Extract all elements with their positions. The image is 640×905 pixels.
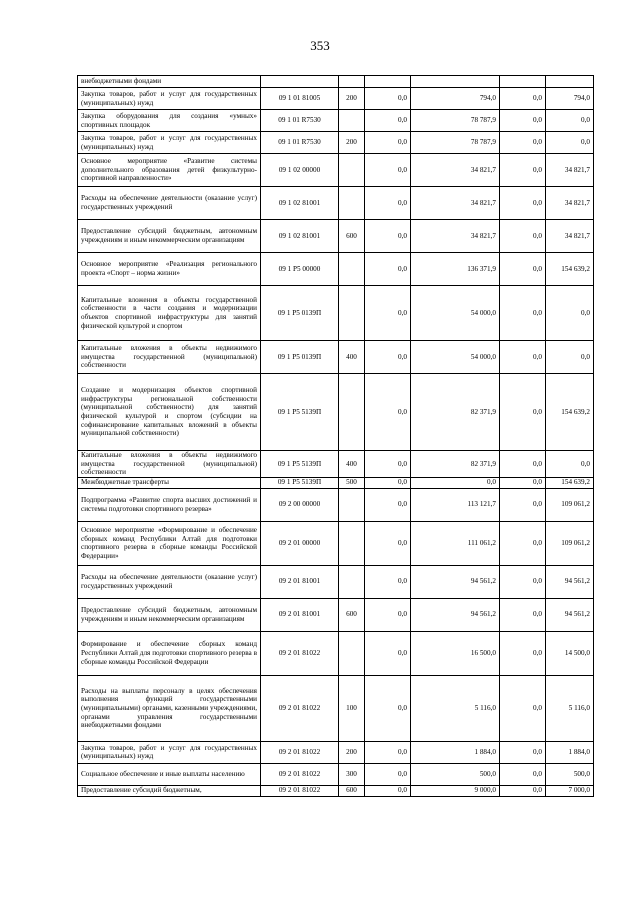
row-name: Предоставление субсидий бюджетным, автономным учреждениям и иным некоммерческим организациям (78, 220, 261, 253)
table-row (78, 220, 594, 253)
row-name: Основное мероприятие «Реализация регионального проекта «Спорт – норма жизни» (78, 253, 261, 286)
row-code: 09 1 P5 0139П (261, 341, 339, 374)
row-name: Расходы на выплаты персоналу в целях обеспечения выполнения функций государственными (муниципальными) органами, казенными учреждениями, органами управления государственными внебюджетными фондами (78, 675, 261, 741)
row-value-2: 78 787,9 (411, 132, 500, 154)
row-value-1: 0,0 (365, 451, 411, 478)
row-code: 09 1 P5 5139П (261, 451, 339, 478)
row-value-3: 0,0 (500, 154, 546, 187)
table-row (78, 286, 594, 341)
row-expense-type: 600 (339, 598, 365, 631)
row-value-1 (365, 76, 411, 88)
row-name: Расходы на обеспечение деятельности (оказание услуг) государственных учреждений (78, 187, 261, 220)
table-row (78, 341, 594, 374)
row-value-1: 0,0 (365, 253, 411, 286)
row-value-4: 109 061,2 (546, 488, 594, 521)
row-name: Основное мероприятие «Развитие системы дополнительного образования детей физкультурно-спортивной направленности» (78, 154, 261, 187)
row-value-2: 9 000,0 (411, 785, 500, 796)
row-value-1: 0,0 (365, 675, 411, 741)
row-code: 09 1 02 81001 (261, 187, 339, 220)
row-value-1: 0,0 (365, 88, 411, 110)
page-number: 353 (310, 38, 330, 53)
row-name: Закупка товаров, работ и услуг для государственных (муниципальных) нужд (78, 132, 261, 154)
row-expense-type: 200 (339, 88, 365, 110)
row-expense-type (339, 488, 365, 521)
row-expense-type: 500 (339, 477, 365, 488)
row-value-4: 0,0 (546, 286, 594, 341)
row-value-2: 0,0 (411, 477, 500, 488)
row-code: 09 2 01 81022 (261, 675, 339, 741)
row-value-3: 0,0 (500, 631, 546, 675)
row-value-3: 0,0 (500, 741, 546, 763)
row-expense-type (339, 154, 365, 187)
row-value-3: 0,0 (500, 187, 546, 220)
row-value-2: 34 821,7 (411, 187, 500, 220)
row-value-4: 154 639,2 (546, 374, 594, 451)
row-value-3: 0,0 (500, 675, 546, 741)
row-value-4: 0,0 (546, 341, 594, 374)
row-value-4: 34 821,7 (546, 187, 594, 220)
row-value-1: 0,0 (365, 521, 411, 565)
row-value-2: 500,0 (411, 763, 500, 785)
row-expense-type: 400 (339, 451, 365, 478)
row-expense-type: 600 (339, 785, 365, 796)
row-value-1: 0,0 (365, 110, 411, 132)
row-value-4 (546, 76, 594, 88)
row-code: 09 2 01 81022 (261, 741, 339, 763)
row-value-3 (500, 76, 546, 88)
row-value-3: 0,0 (500, 220, 546, 253)
row-code: 09 2 00 00000 (261, 488, 339, 521)
row-value-2: 54 000,0 (411, 341, 500, 374)
row-value-1: 0,0 (365, 154, 411, 187)
row-value-4: 7 000,0 (546, 785, 594, 796)
table-row (78, 374, 594, 451)
row-value-3: 0,0 (500, 785, 546, 796)
row-code: 09 1 P5 00000 (261, 253, 339, 286)
row-value-3: 0,0 (500, 451, 546, 478)
row-value-3: 0,0 (500, 763, 546, 785)
row-value-4: 1 884,0 (546, 741, 594, 763)
row-value-2: 1 884,0 (411, 741, 500, 763)
table-row (78, 488, 594, 521)
row-name: Закупка оборудования для создания «умных» спортивных площадок (78, 110, 261, 132)
table-row (78, 675, 594, 741)
row-value-2: 113 121,7 (411, 488, 500, 521)
row-value-2: 82 371,9 (411, 374, 500, 451)
row-name: Межбюджетные трансферты (78, 477, 261, 488)
row-value-2: 5 116,0 (411, 675, 500, 741)
row-value-1: 0,0 (365, 374, 411, 451)
table-row (78, 154, 594, 187)
row-value-4: 0,0 (546, 110, 594, 132)
row-expense-type (339, 374, 365, 451)
row-value-4: 94 561,2 (546, 565, 594, 598)
row-code: 09 1 P5 5139П (261, 374, 339, 451)
row-expense-type (339, 187, 365, 220)
table-row (78, 253, 594, 286)
row-code: 09 2 01 00000 (261, 521, 339, 565)
row-value-4: 794,0 (546, 88, 594, 110)
row-value-4: 0,0 (546, 451, 594, 478)
row-code: 09 2 01 81022 (261, 763, 339, 785)
row-name: Закупка товаров, работ и услуг для государственных (муниципальных) нужд (78, 741, 261, 763)
table-row (78, 565, 594, 598)
row-value-2: 54 000,0 (411, 286, 500, 341)
row-name: Капитальные вложения в объекты недвижимого имущества государственной (муниципальной) собственности (78, 341, 261, 374)
row-value-3: 0,0 (500, 521, 546, 565)
row-code: 09 2 01 81022 (261, 785, 339, 796)
row-value-2: 82 371,9 (411, 451, 500, 478)
table-row (78, 110, 594, 132)
table-row (78, 88, 594, 110)
row-value-1: 0,0 (365, 565, 411, 598)
row-expense-type: 600 (339, 220, 365, 253)
budget-table (77, 75, 594, 797)
row-expense-type (339, 110, 365, 132)
row-value-3: 0,0 (500, 110, 546, 132)
row-code: 09 2 01 81001 (261, 565, 339, 598)
table-row (78, 763, 594, 785)
row-expense-type (339, 286, 365, 341)
row-value-3: 0,0 (500, 286, 546, 341)
row-value-2: 794,0 (411, 88, 500, 110)
row-name: Расходы на обеспечение деятельности (оказание услуг) государственных учреждений (78, 565, 261, 598)
row-name: Основное мероприятие «Формирование и обеспечение сборных команд Республики Алтай для подготовки спортивного резерва в сборные команды Российской Федерации» (78, 521, 261, 565)
row-value-1: 0,0 (365, 132, 411, 154)
row-expense-type (339, 253, 365, 286)
row-value-2: 16 500,0 (411, 631, 500, 675)
row-value-3: 0,0 (500, 88, 546, 110)
table-row (78, 785, 594, 796)
row-name: Капитальные вложения в объекты государственной собственности в части создания и модернизации объектов спортивной инфраструктуры для занятий физической культурой и спортом (78, 286, 261, 341)
row-name: Капитальные вложения в объекты недвижимого имущества государственной (муниципальной) собственности (78, 451, 261, 478)
row-value-4: 34 821,7 (546, 154, 594, 187)
row-expense-type: 200 (339, 741, 365, 763)
table-row (78, 598, 594, 631)
row-value-3: 0,0 (500, 598, 546, 631)
table-row (78, 477, 594, 488)
row-value-2: 78 787,9 (411, 110, 500, 132)
row-value-3: 0,0 (500, 374, 546, 451)
row-value-4: 34 821,7 (546, 220, 594, 253)
row-value-3: 0,0 (500, 488, 546, 521)
row-expense-type: 300 (339, 763, 365, 785)
table-row (78, 451, 594, 478)
row-value-1: 0,0 (365, 187, 411, 220)
row-value-1: 0,0 (365, 631, 411, 675)
row-expense-type (339, 565, 365, 598)
row-value-1: 0,0 (365, 488, 411, 521)
row-value-4: 109 061,2 (546, 521, 594, 565)
row-value-1: 0,0 (365, 763, 411, 785)
row-expense-type: 100 (339, 675, 365, 741)
row-expense-type: 400 (339, 341, 365, 374)
row-name: Создание и модернизация объектов спортивной инфраструктуры региональной собственности (муниципальной собственности) для занятий физической культурой и спортом (субсидии на софинансирование капитальных вложений в объекты муниципальной собственности) (78, 374, 261, 451)
row-value-3: 0,0 (500, 341, 546, 374)
row-value-4: 94 561,2 (546, 598, 594, 631)
table-row (78, 521, 594, 565)
row-value-4: 14 500,0 (546, 631, 594, 675)
row-value-4: 500,0 (546, 763, 594, 785)
row-code: 09 2 01 81001 (261, 598, 339, 631)
row-value-3: 0,0 (500, 477, 546, 488)
row-name: внебюджетными фондами (78, 76, 261, 88)
row-name: Предоставление субсидий бюджетным, автономным учреждениям и иным некоммерческим организациям (78, 598, 261, 631)
row-value-1: 0,0 (365, 286, 411, 341)
row-name: Закупка товаров, работ и услуг для государственных (муниципальных) нужд (78, 88, 261, 110)
row-value-1: 0,0 (365, 785, 411, 796)
row-value-2: 111 061,2 (411, 521, 500, 565)
row-value-1: 0,0 (365, 598, 411, 631)
table-row (78, 76, 594, 88)
row-code: 09 1 01 R7530 (261, 132, 339, 154)
row-value-3: 0,0 (500, 253, 546, 286)
row-code (261, 76, 339, 88)
row-name: Формирование и обеспечение сборных команд Республики Алтай для подготовки спортивного резерва в сборные команды Российской Федерации (78, 631, 261, 675)
row-value-4: 154 639,2 (546, 477, 594, 488)
row-name: Подпрограмма «Развитие спорта высших достижений и системы подготовки спортивного резерва» (78, 488, 261, 521)
row-expense-type (339, 76, 365, 88)
row-value-4: 0,0 (546, 132, 594, 154)
row-value-2 (411, 76, 500, 88)
row-expense-type (339, 521, 365, 565)
row-expense-type: 200 (339, 132, 365, 154)
row-value-1: 0,0 (365, 477, 411, 488)
row-code: 09 1 P5 0139П (261, 286, 339, 341)
row-code: 09 1 01 81005 (261, 88, 339, 110)
row-value-4: 154 639,2 (546, 253, 594, 286)
row-code: 09 1 02 00000 (261, 154, 339, 187)
row-expense-type (339, 631, 365, 675)
row-value-1: 0,0 (365, 741, 411, 763)
row-value-2: 34 821,7 (411, 154, 500, 187)
row-value-2: 94 561,2 (411, 598, 500, 631)
row-value-3: 0,0 (500, 565, 546, 598)
row-value-2: 136 371,9 (411, 253, 500, 286)
table-row (78, 631, 594, 675)
row-value-2: 94 561,2 (411, 565, 500, 598)
row-code: 09 1 02 81001 (261, 220, 339, 253)
row-name: Социальное обеспечение и иные выплаты населению (78, 763, 261, 785)
row-value-1: 0,0 (365, 341, 411, 374)
row-name: Предоставление субсидий бюджетным, (78, 785, 261, 796)
row-value-4: 5 116,0 (546, 675, 594, 741)
row-value-1: 0,0 (365, 220, 411, 253)
row-code: 09 1 01 R7530 (261, 110, 339, 132)
table-row (78, 741, 594, 763)
row-value-2: 34 821,7 (411, 220, 500, 253)
row-code: 09 1 P5 5139П (261, 477, 339, 488)
table-row (78, 132, 594, 154)
row-value-3: 0,0 (500, 132, 546, 154)
row-code: 09 2 01 81022 (261, 631, 339, 675)
table-row (78, 187, 594, 220)
